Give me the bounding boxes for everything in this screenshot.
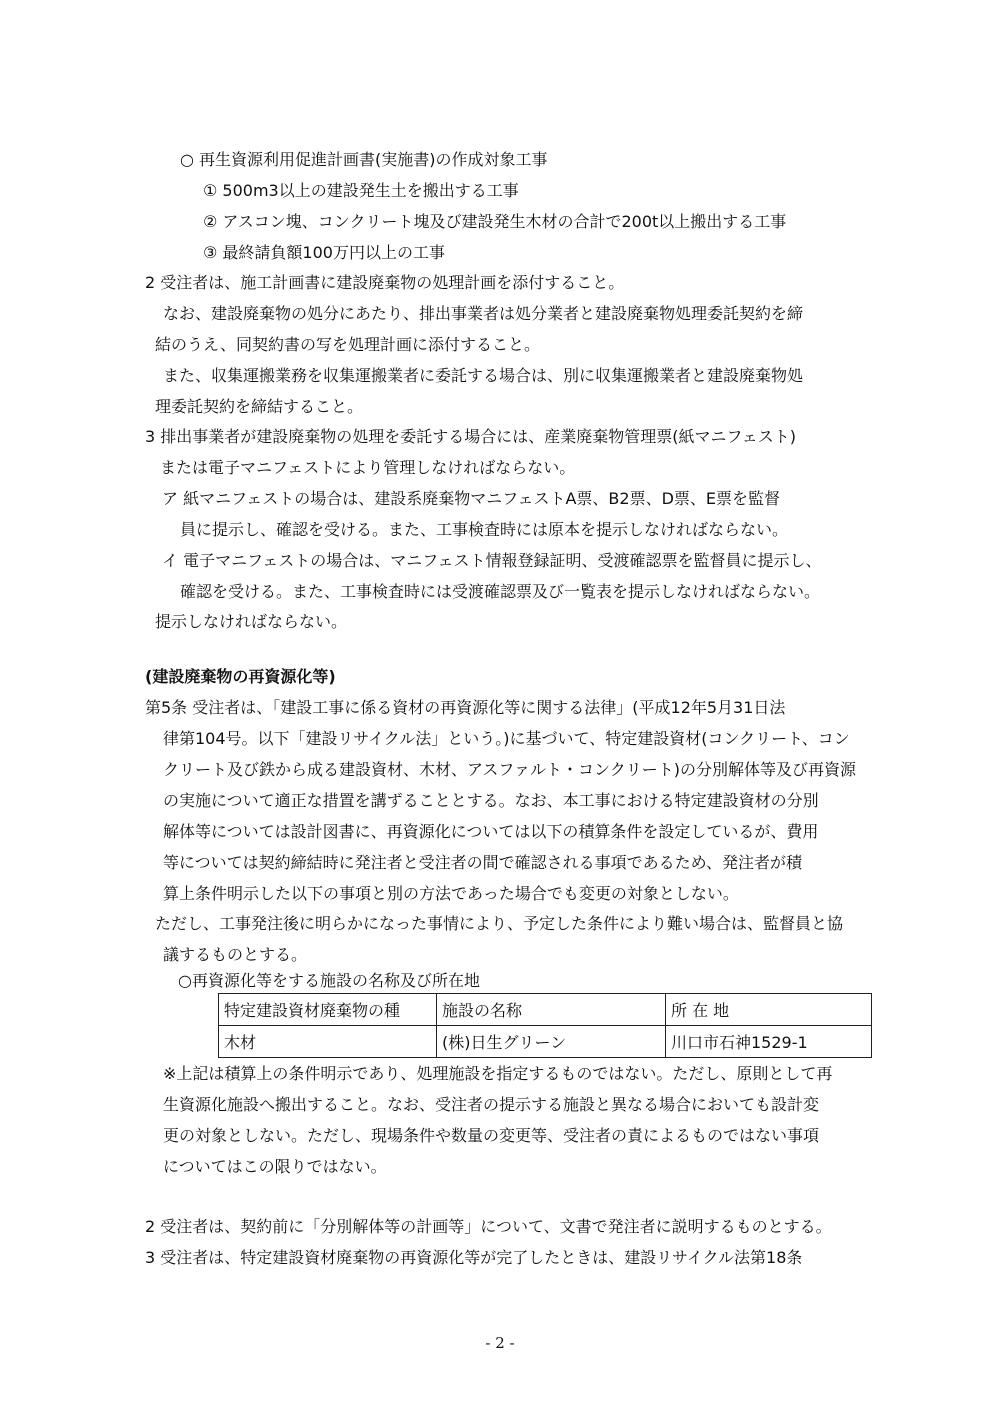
paragraph-line: 員に提示し、確認を受ける。また、工事検査時には原本を提示しなければならない。 <box>180 520 789 539</box>
paragraph-line: 2 受注者は、施工計画書に建設廃棄物の処理計画を添付すること。 <box>145 273 625 292</box>
paragraph-line: なお、建設廃棄物の処分にあたり、排出事業者は処分業者と建設廃棄物処理委託契約を締 <box>163 304 804 323</box>
recycling-plan-item: ① 500m3以上の建設発生土を搬出する工事 <box>203 181 519 200</box>
article-line: ただし、工事発注後に明らかになった事情により、予定した条件により難い場合は、監督員と協 <box>155 914 844 933</box>
article-line: クリート及び鉄から成る建設資材、木材、アスファルト・コンクリート)の分別解体等及び再資源 <box>163 760 856 779</box>
article-line: 解体等については設計図書に、再資源化については以下の積算条件を設定しているが、費用 <box>163 822 819 841</box>
article-line: 算上条件明示した以下の事項と別の方法であった場合でも変更の対象としない。 <box>163 884 739 903</box>
recycling-plan-item: ③ 最終請負額100万円以上の工事 <box>203 243 445 262</box>
table-header-cell: 施設の名称 <box>437 994 666 1026</box>
note-line: ※上記は積算上の条件明示であり、処理施設を指定するものではない。ただし、原則として再 <box>163 1064 833 1083</box>
facility-table <box>218 993 872 1058</box>
paragraph-line: 結のうえ、同契約書の写を処理計画に添付すること。 <box>155 335 540 354</box>
paragraph-line: 確認を受ける。また、工事検査時には受渡確認票及び一覧表を提示しなければならない。 <box>180 582 821 601</box>
table-cell: (株)日生グリーン <box>437 1026 666 1058</box>
paragraph-line: ア 紙マニフェストの場合は、建設系廃棄物マニフェストA票、B2票、D票、E票を監督 <box>162 489 781 508</box>
recycling-plan-heading: ○ 再生資源利用促進計画書(実施書)の作成対象工事 <box>180 150 548 169</box>
note-line: 生資源化施設へ搬出すること。なお、受注者の提示する施設と異なる場合においても設計変 <box>163 1095 820 1114</box>
closing-line: 2 受注者は、契約前に「分別解体等の計画等」について、文書で発注者に説明するものとする。 <box>145 1217 832 1236</box>
table-header-cell: 特定建設資材廃棄物の種 <box>219 994 437 1026</box>
section-title: (建設廃棄物の再資源化等) <box>145 667 336 686</box>
note-line: 更の対象としない。ただし、現場条件や数量の変更等、受注者の責によるものではない事項 <box>163 1126 820 1145</box>
article-line: 律第104号。以下「建設リサイクル法」という。)に基づいて、特定建設資材(コンクリート、コン <box>163 729 850 748</box>
paragraph-line: または電子マニフェストにより管理しなければならない。 <box>160 458 576 477</box>
paragraph-line: 理委託契約を締結すること。 <box>155 397 364 416</box>
paragraph-line: 提示しなければならない。 <box>155 612 348 631</box>
article-line: 第5条 受注者は、「建設工事に係る資材の再資源化等に関する法律」(平成12年5月31日法 <box>145 698 786 717</box>
page-number: - 2 - <box>485 1334 515 1352</box>
note-line: についてはこの限りではない。 <box>163 1157 387 1176</box>
closing-line: 3 受注者は、特定建設資材廃棄物の再資源化等が完了したときは、建設リサイクル法第18条 <box>145 1248 803 1267</box>
article-line: 等については契約締結時に発注者と受注者の間で確認される事項であるため、発注者が積 <box>163 853 803 872</box>
paragraph-line: イ 電子マニフェストの場合は、マニフェスト情報登録証明、受渡確認票を監督員に提示し、 <box>162 551 822 570</box>
table-cell: 川口市石神1529-1 <box>666 1026 872 1058</box>
facility-caption: ○再資源化等をする施設の名称及び所在地 <box>178 971 480 990</box>
article-line: 議するものとする。 <box>163 945 308 964</box>
recycling-plan-item: ② アスコン塊、コンクリート塊及び建設発生木材の合計で200t以上搬出する工事 <box>203 212 787 231</box>
table-row <box>219 1026 872 1058</box>
table-header-row <box>219 994 872 1026</box>
table-header-cell: 所 在 地 <box>666 994 872 1026</box>
article-line: の実施について適正な措置を講ずることとする。なお、本工事における特定建設資材の分別 <box>163 791 819 810</box>
paragraph-line: 3 排出事業者が建設廃棄物の処理を委託する場合には、産業廃棄物管理票(紙マニフェスト) <box>145 427 796 446</box>
table-cell: 木材 <box>219 1026 437 1058</box>
paragraph-line: また、収集運搬業務を収集運搬業者に委託する場合は、別に収集運搬業者と建設廃棄物処 <box>163 366 804 385</box>
